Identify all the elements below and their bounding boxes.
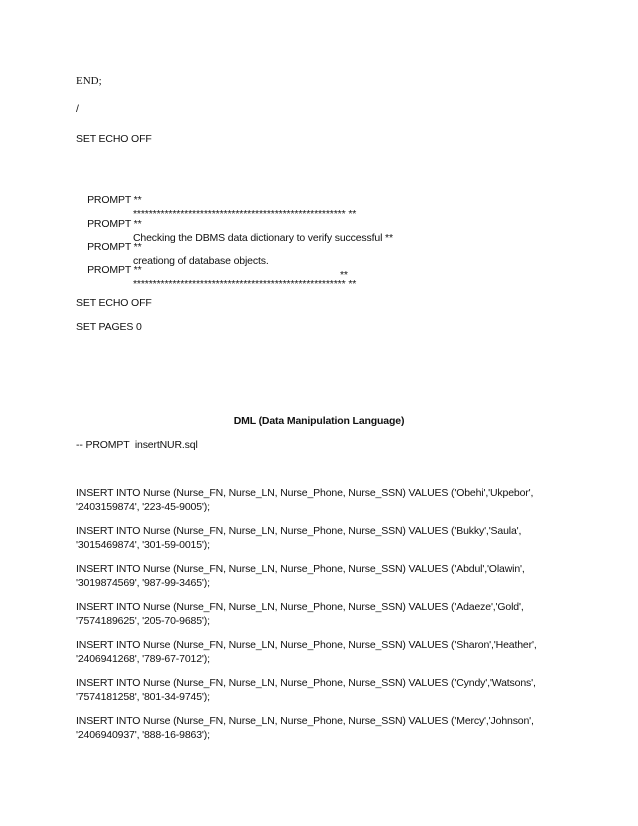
- insert-statement-line: INSERT INTO Nurse (Nurse_FN, Nurse_LN, Nurse_Phone, Nurse_SSN) VALUES ('Mercy','Johnson',: [76, 715, 534, 727]
- insert-statement-line: '3019874569', '987-99-3465');: [76, 577, 210, 589]
- insert-statement-line: INSERT INTO Nurse (Nurse_FN, Nurse_LN, Nurse_Phone, Nurse_SSN) VALUES ('Abdul','Olawin',: [76, 563, 525, 575]
- insert-statement-line: '2403159874', '223-45-9005');: [76, 501, 210, 513]
- slash-terminator: /: [76, 103, 79, 115]
- prompt-suffix: **: [340, 269, 348, 281]
- prompt-text: ****************************************************** **: [133, 208, 357, 220]
- set-echo-off-line: SET ECHO OFF: [76, 133, 152, 145]
- comment-line: -- PROMPT insertNUR.sql: [76, 439, 198, 451]
- insert-statement-line: '3015469874', '301-59-0015');: [76, 539, 210, 551]
- prompt-prefix: PROMPT **: [87, 194, 142, 206]
- prompt-prefix: PROMPT **: [87, 241, 142, 253]
- insert-statement-line: '2406941268', '789-67-7012');: [76, 653, 210, 665]
- prompt-text: creationg of database objects.: [133, 255, 269, 267]
- section-heading: DML (Data Manipulation Language): [233, 415, 405, 427]
- prompt-prefix: PROMPT **: [87, 218, 142, 230]
- end-statement: END;: [76, 75, 102, 87]
- insert-statement-line: INSERT INTO Nurse (Nurse_FN, Nurse_LN, Nurse_Phone, Nurse_SSN) VALUES ('Cyndy','Watsons',: [76, 677, 536, 689]
- prompt-text: Checking the DBMS data dictionary to verify successful **: [133, 232, 393, 244]
- insert-statement-line: INSERT INTO Nurse (Nurse_FN, Nurse_LN, Nurse_Phone, Nurse_SSN) VALUES ('Obehi','Ukpebor',: [76, 487, 534, 499]
- insert-statement-line: '7574189625', '205-70-9685');: [76, 615, 210, 627]
- insert-statement-line: INSERT INTO Nurse (Nurse_FN, Nurse_LN, Nurse_Phone, Nurse_SSN) VALUES ('Bukky','Saula',: [76, 525, 522, 537]
- prompt-prefix: PROMPT **: [87, 264, 142, 276]
- insert-statement-line: '2406940937', '888-16-9863');: [76, 729, 210, 741]
- set-pages-line: SET PAGES 0: [76, 321, 142, 333]
- insert-statement-line: INSERT INTO Nurse (Nurse_FN, Nurse_LN, Nurse_Phone, Nurse_SSN) VALUES ('Adaeze','Gold',: [76, 601, 524, 613]
- insert-statement-line: '7574181258', '801-34-9745');: [76, 691, 210, 703]
- prompt-text: ****************************************************** **: [133, 278, 357, 290]
- insert-statement-line: INSERT INTO Nurse (Nurse_FN, Nurse_LN, Nurse_Phone, Nurse_SSN) VALUES ('Sharon','Heather',: [76, 639, 537, 651]
- set-echo-off-line: SET ECHO OFF: [76, 297, 152, 309]
